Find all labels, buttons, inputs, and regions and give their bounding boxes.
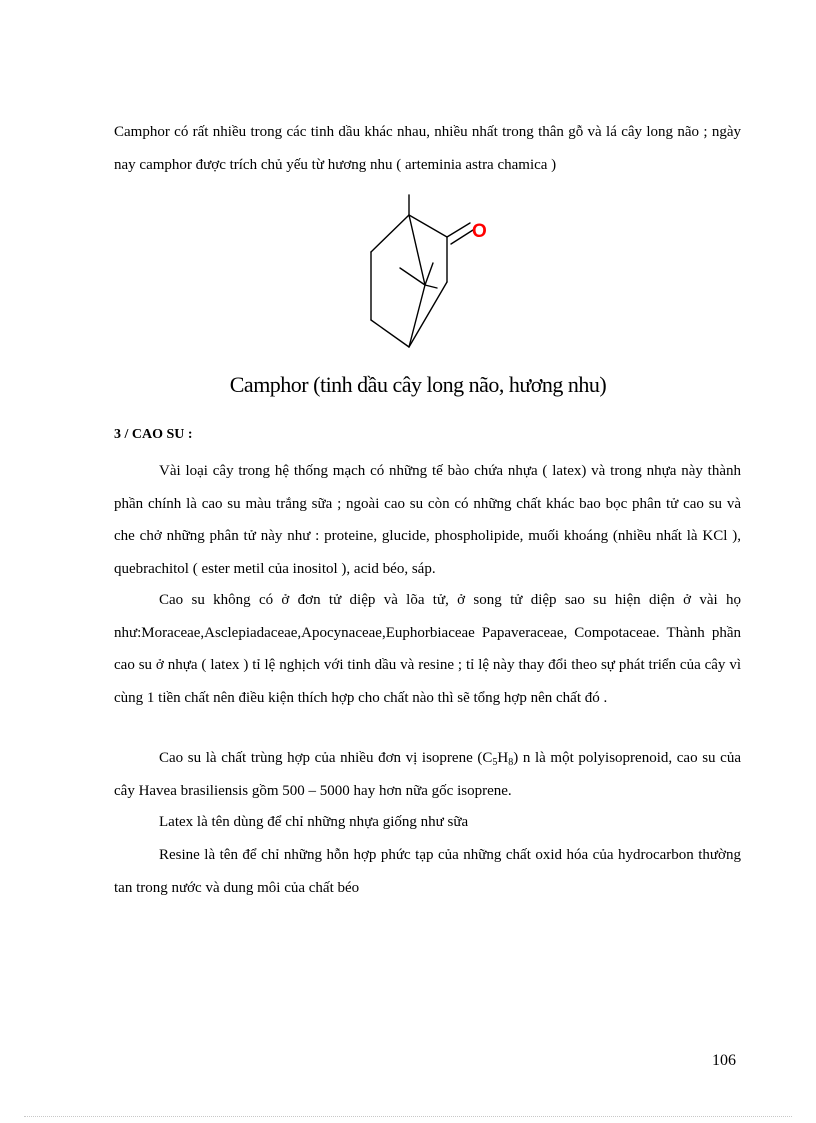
section-heading: 3 / CAO SU : [114,427,193,442]
page-bottom-divider [24,1116,792,1117]
bridge-bond [409,285,425,347]
paragraph-latex-composition: Vài loại cây trong hệ thống mạch có những tế bào chứa nhựa ( latex) và trong nhựa này thành phần chính là cao su màu trắng sữa ; ngoài cao su còn có những chất khác bao bọc phân tử cao su và che chở những phân tử này như : proteine, glucide, phospholipide, muối khoáng (nhiều nhất là KCl ), quebrachitol ( ester metil của inositol ), acid béo, sáp. [114,463,741,577]
camphor-structure-diagram [350,190,500,355]
paragraph-resine-definition: Resine là tên để chỉ những hỗn hợp phức tạp của những chất oxid hóa của hydrocarbon thường tan trong nước và dung môi của chất béo [114,847,741,896]
ring-bond [371,215,409,252]
isoprene-text-end: ) n là một polyisoprenoid, cao su của cây Havea brasiliensis gồm 500 – 5000 hay hơn nữa gốc isoprene. [114,750,741,799]
ring-bond [371,320,409,347]
hydrogen-subscript: 8 [508,757,514,768]
ring-bond [409,215,447,237]
paragraph-isoprene [114,742,741,807]
paragraph-rubber-occurrence: Cao su không có ở đơn tử diệp và lõa tử, ở song tử diệp sao su hiện diện ở vài họ như:Moraceae,Asclepiadaceae,Apocynaceae,Euphorbiaceae Papaveraceae, Compotaceae. Thành phần cao su ở nhựa ( latex ) tỉ lệ nghịch với tinh dầu và resine ; tỉ lệ này thay đổi theo sự phát triển của cây vì cùng 1 tiền chất nên điều kiện thích hợp cho chất nào thì sẽ tổng hợp nên chất đó . [114,592,741,706]
page-number: 106 [712,1052,736,1069]
carbon-subscript: 5 [492,757,498,768]
figure-caption: Camphor (tinh dầu cây long não, hương nhu) [229,372,607,397]
hydrogen-symbol: H [497,750,509,766]
isoprene-text-start: Cao su là chất trùng hợp của nhiều đơn vị isoprene (C [159,750,493,766]
ring-bond [409,282,447,347]
methyl-bond [425,263,433,285]
methyl-bond [425,285,437,288]
bridge-bond [409,215,425,285]
oxygen-label: O [472,221,487,242]
intro-paragraph: Camphor có rất nhiều trong các tinh dầu khác nhau, nhiều nhất trong thân gỗ và lá cây long não ; ngày nay camphor được trích chủ yếu từ hương nhu ( arteminia astra chamica ) [114,124,741,173]
paragraph-latex-definition: Latex là tên dùng để chỉ những nhựa giống như sữa [159,814,469,830]
